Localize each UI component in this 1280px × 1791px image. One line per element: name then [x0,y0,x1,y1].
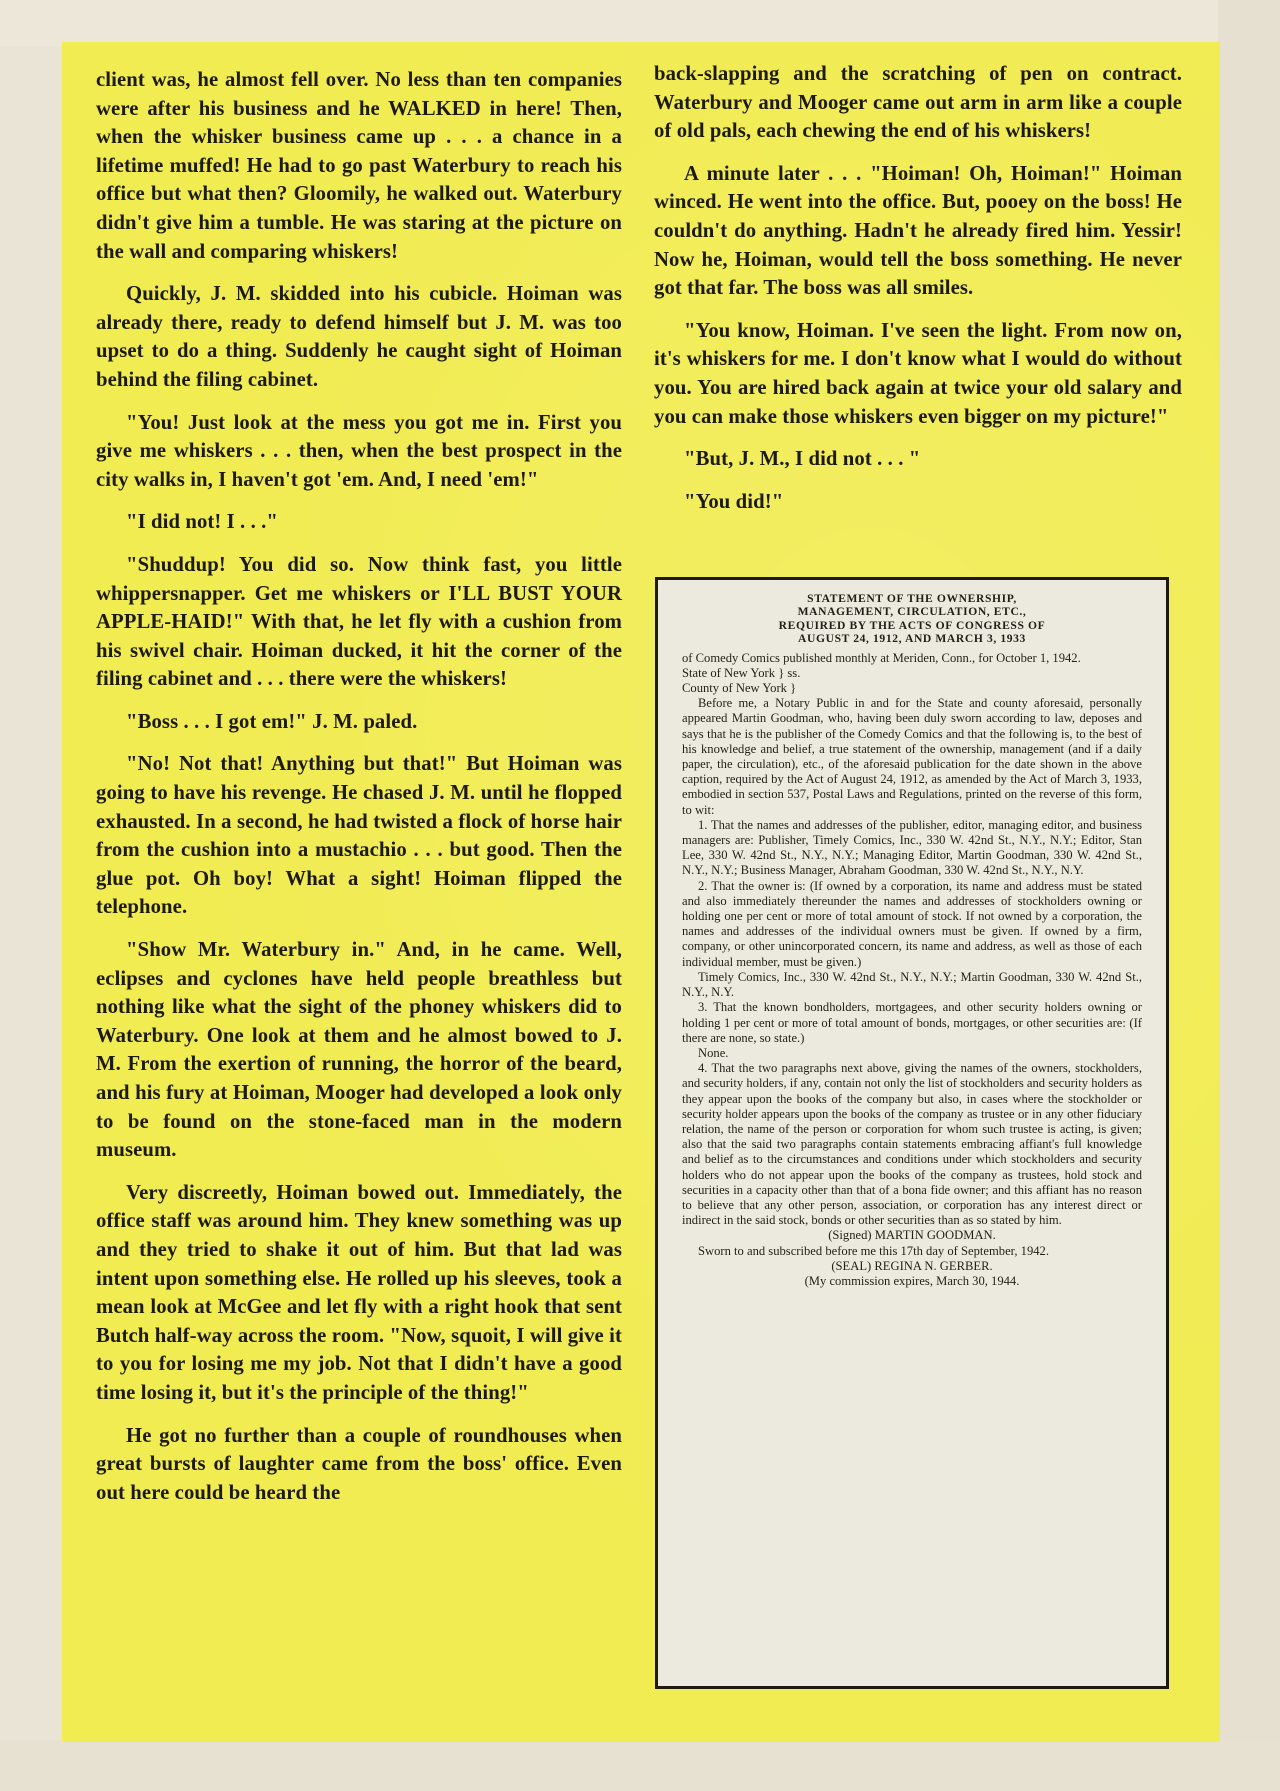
story-paragraph: "I did not! I . . ." [126,511,279,534]
story-paragraph: "You know, Hoiman. I've seen the light. From now on, it's whiskers for me. I don't know what I would do without you. You are hired back again at twice your old salary and you can make those whiskers even bigger on my picture!" [654,319,1182,428]
statement-item-4: 4. That the two paragraphs next above, giving the names of the owners, stockholders, and security holders, if any, contain not only the list of stockholders and security holders as they appear upon the books of the company but also, in cases where the stockholder or security holder appears upon the books of the company as trustee or in any other fiduciary relation, the name of the person or corporation for whom such trustee is acting, is given; also that the said two paragraphs contain statements embracing affiant's full knowledge and belief as to the circumstances and conditions under which stockholders and security holders who do not appear upon the books of the company as trustees, hold stock and securities in a capacity other than that of a bona fide owner; and this affiant has no reason to believe that any other person, association, or corporation has any interest direct or indirect in the said stock, bonds or other securities than as so stated by him. [682,1061,1142,1228]
statement-sworn: Sworn to and subscribed before me this 17th day of September, 1942. [698,1243,1050,1258]
story-paragraph: "Show Mr. Waterbury in." And, in he came. Well, eclipses and cyclones have held people breathless but nothing like what the sight of the phoney whiskers did to Waterbury. One look at them and he almost bowed to J. M. From the exertion of running, the horror of the beard, and his fury at Hoiman, Mooger had developed a look only to be found on the stone-faced man in the modern museum. [96,939,622,1162]
statement-heading [682,592,1142,646]
statement-item-2-answer: Timely Comics, Inc., 330 W. 42nd St., N.Y., N.Y.; Martin Goodman, 330 W. 42nd St., N.Y., N.Y. [682,969,1142,1000]
statement-heading-line: STATEMENT OF THE OWNERSHIP, [807,592,1017,605]
statement-item-3: 3. That the known bondholders, mortgagees, and other security holders owning or holding 1 per cent or more of total amount of bonds, mortgages, or other securities are: (If there are none, so state.) [682,1000,1142,1045]
paper-edge-bottom [0,1740,1280,1791]
story-paragraph: "Shuddup! You did so. Now think fast, you little whippersnapper. Get me whiskers or I'LL BUST YOUR APPLE-HAID!" With that, he let fly with a cushion from his swivel chair. Hoiman ducked, it hit the corner of the filing cabinet and . . . there were the whiskers! [96,553,622,691]
statement-commission: (My commission expires, March 30, 1944. [804,1273,1020,1288]
story-paragraph: "Boss . . . I got em!" J. M. paled. [126,710,418,733]
statement-item-3-answer: None. [698,1045,729,1060]
statement-state-line: State of New York } ss. [682,665,801,680]
story-paragraph: "You did!" [684,490,784,513]
statement-heading-line: MANAGEMENT, CIRCULATION, ETC., [797,605,1027,619]
statement-seal-line: (SEAL) REGINA N. GERBER. [831,1258,993,1273]
statement-notary-paragraph: Before me, a Notary Public in and for the State and county aforesaid, personally appeared Martin Goodman, who, having been duly sworn according to law, deposes and says that he is the publisher of the Comedy Comics and that the following is, to the best of his knowledge and belief, a true statement of the ownership, management (and if a daily paper, the circulation), etc., of the aforesaid publication for the date shown in the above caption, required by the Act of August 24, 1912, as amended by the Act of March 3, 1933, embodied in section 537, Postal Laws and Regulations, printed on the reverse of this form, to wit: [682,696,1142,817]
statement-intro: of Comedy Comics published monthly at Meriden, Conn., for October 1, 1942. [682,650,1081,665]
story-paragraph: "No! Not that! Anything but that!" But Hoiman was going to have his revenge. He chased J. M. until he flopped exhausted. In a second, he had twisted a flock of horse hair from the cushion into a mustachio . . . but good. Then the glue pot. Oh boy! What a sight! Hoiman flipped the telephone. [96,753,622,919]
ownership-statement-box [655,577,1169,1689]
story-paragraph: A minute later . . . "Hoiman! Oh, Hoiman!" Hoiman winced. He went into the office. But, pooey on the boss! He couldn't do anything. Hadn't he already fired him. Yessir! Now he, Hoiman, would tell the boss something. He never got that far. The boss was all smiles. [654,162,1182,300]
story-paragraph: client was, he almost fell over. No less than ten companies were after his business and he WALKED in here! Then, when the whisker business came up . . . a chance in a lifetime muffed! He had to go past Waterbury to reach his office but what then? Gloomily, he walked out. Waterbury didn't give him a tumble. He was staring at the picture on the wall and comparing whiskers! [96,69,622,263]
story-paragraph: He got no further than a couple of roundhouses when great bursts of laughter came from the boss' office. Even out here could be heard the [96,1424,622,1504]
story-left-column [96,66,622,1521]
statement-heading-line: REQUIRED BY THE ACTS OF CONGRESS OF [778,618,1046,632]
story-right-column [654,60,1182,530]
statement-county-line: County of New York } [682,681,797,696]
statement-body [682,651,1142,1290]
statement-heading-line: AUGUST 24, 1912, AND MARCH 3, 1933 [798,632,1026,646]
story-paragraph: "But, J. M., I did not . . . " [684,448,921,471]
statement-item-1: 1. That the names and addresses of the publisher, editor, managing editor, and business managers are: Publisher, Timely Comics, Inc., 330 W. 42nd St., N.Y., N.Y.; Editor, Stan Lee, 330 W. 42nd St., N.Y., N.Y.; Managing Editor, Martin Goodman, 330 W. 42nd St., N.Y., N.Y.; Business Manager, Abraham Goodman, 330 W. 42nd St., N.Y., N.Y. [682,817,1142,878]
paper-edge-right [1218,0,1280,1791]
story-paragraph: Very discreetly, Hoiman bowed out. Immediately, the office staff was around him. They knew something was up and they tried to shake it out of him. But that lad was intent upon something else. He rolled up his sleeves, took a mean look at McGee and let fly with a right hook that sent Butch half-way across the room. "Now, squoit, I will give it to you for losing me my job. Not that I didn't have a good time losing it, but it's the principle of the thing!" [96,1181,622,1404]
paper-edge-top [0,0,1280,46]
statement-item-2: 2. That the owner is: (If owned by a corporation, its name and address must be stated and also immediately thereunder the names and addresses of stockholders owning or holding one per cent or more of total amount of stock. If not owned by a corporation, the names and addresses of the individual owners must be given. If owned by a firm, company, or other unincorporated concern, its name and address, as well as those of each individual member, must be given.) [682,878,1142,969]
story-paragraph: Quickly, J. M. skidded into his cubicle. Hoiman was already there, ready to defend himself but J. M. was too upset to do a thing. Suddenly he caught sight of Hoiman behind the filing cabinet. [96,283,622,391]
story-paragraph: "You! Just look at the mess you got me in. First you give me whiskers . . . then, when the best prospect in the city walks in, I haven't got 'em. And, I need 'em!" [96,411,622,491]
statement-signed: (Signed) MARTIN GOODMAN. [828,1228,996,1243]
story-paragraph: back-slapping and the scratching of pen on contract. Waterbury and Mooger came out arm in arm like a couple of old pals, each chewing the end of his whiskers! [654,63,1182,143]
